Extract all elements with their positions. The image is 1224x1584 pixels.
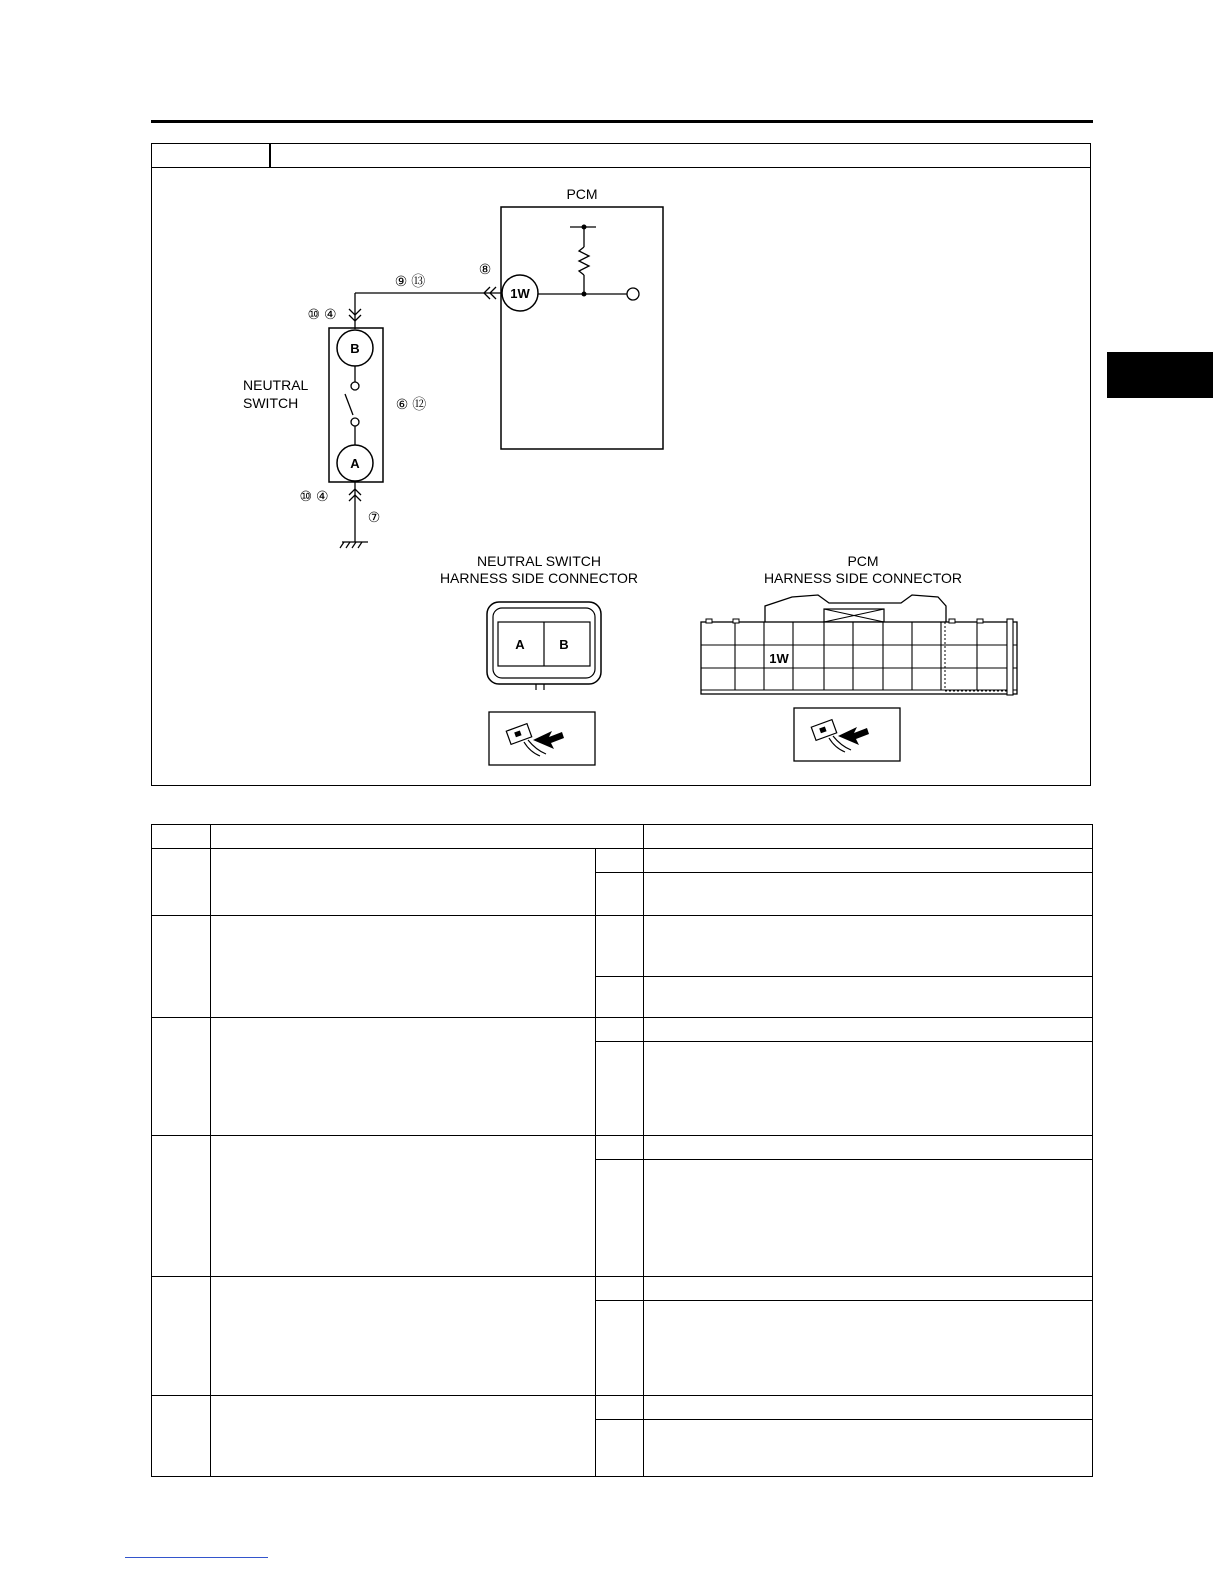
ns-pin-b: B — [559, 637, 569, 652]
header-rule — [151, 120, 1093, 123]
table-row — [152, 916, 1093, 977]
pcm-connector-title: PCM — [847, 553, 879, 569]
table-row — [152, 1136, 1093, 1160]
svg-text:B: B — [350, 341, 360, 356]
table-row — [152, 1018, 1093, 1042]
footer-link-line — [125, 1557, 268, 1558]
callout-switch-top-connector: ⑩ ④ — [307, 306, 337, 322]
table-header-row — [152, 825, 1093, 849]
resistor-icon — [579, 247, 589, 275]
callout-ground: ⑦ — [367, 509, 381, 525]
ns-connector-title: NEUTRAL SWITCH — [477, 553, 601, 569]
pcm-label: PCM — [566, 186, 598, 202]
svg-text:SWITCH: SWITCH — [243, 395, 299, 411]
section-tab — [1107, 352, 1213, 398]
wiring-diagram-figure — [151, 143, 1091, 786]
troubleshooting-table — [151, 824, 1093, 1477]
svg-text:HARNESS SIDE CONNECTOR: HARNESS SIDE CONNECTOR — [439, 570, 639, 586]
callout-switch-bottom-connector: ⑩ ④ — [299, 488, 329, 504]
callout-pcm-connector: ⑧ — [478, 261, 492, 277]
switch-contact-icon — [345, 394, 353, 415]
pcm-box — [501, 207, 663, 449]
svg-text:1W: 1W — [510, 286, 530, 301]
ns-pin-a: A — [515, 637, 525, 652]
callout-switch-body: ⑥ ⑫ — [395, 396, 427, 412]
svg-text:A: A — [350, 456, 360, 471]
wiring-diagram — [152, 144, 1092, 787]
pcm-harness-connector — [701, 595, 1017, 695]
table-row — [152, 1276, 1093, 1300]
table-row — [152, 849, 1093, 873]
pcm-pin-1w: 1W — [769, 651, 789, 666]
callout-top-wire: ⑨ ⑬ — [394, 273, 426, 289]
svg-text:HARNESS SIDE CONNECTOR: HARNESS SIDE CONNECTOR — [763, 570, 963, 586]
table-row — [152, 1395, 1093, 1419]
neutral-switch-label: NEUTRAL — [243, 377, 309, 393]
